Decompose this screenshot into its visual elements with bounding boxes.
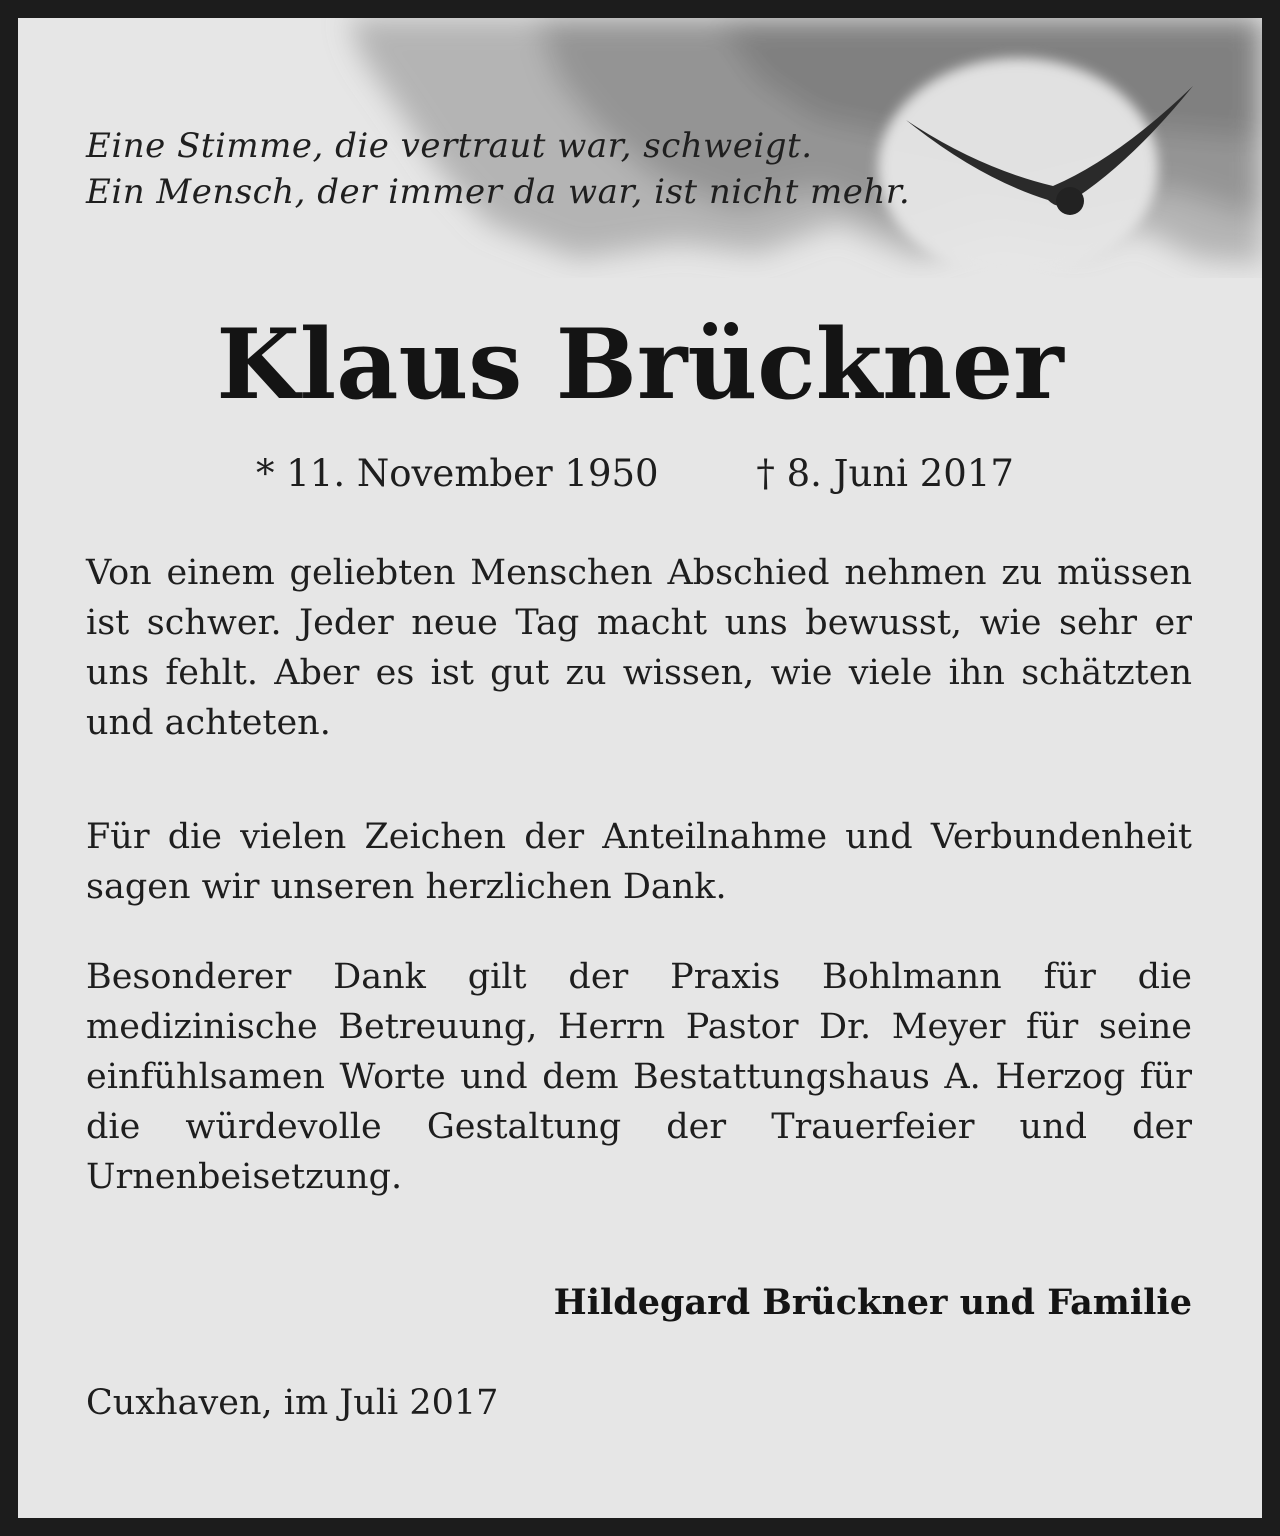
life-dates (256, 450, 1014, 498)
paragraph-thanks: Für die vielen Zeichen der Anteilnahme und Verbundenheit sagen wir unseren herzlichen Dank. (86, 817, 1192, 907)
paragraph-special-thanks: Besonderer Dank gilt der Praxis Bohlmann für die medizinische Betreuung, Herrn Pastor Dr. Meyer für seine einfühlsamen Worte und dem Bestattungshaus A. Herzog für die würdevolle Gestaltung der Trauerfeier und der Urnenbeisetzung. (86, 957, 1192, 1197)
deceased-name: Klaus Brückner (216, 308, 1064, 421)
motto-quote (86, 123, 910, 215)
motto-line-2: Ein Mensch, der immer da war, ist nicht mehr. (86, 172, 911, 212)
death-date: † 8. Juni 2017 (756, 452, 1014, 495)
family-signature: Hildegard Brückner und Familie (553, 1282, 1192, 1323)
birth-date: * 11. November 1950 (256, 452, 659, 495)
place-and-date: Cuxhaven, im Juli 2017 (86, 1383, 499, 1423)
moon-shape (878, 58, 1158, 278)
paragraph-farewell: Von einem geliebten Menschen Abschied nehmen zu müssen ist schwer. Jeder neue Tag macht uns bewusst, wie sehr er uns fehlt. Aber es ist gut zu wissen, wie viele ihn schätzten und achteten. (86, 553, 1192, 743)
motto-line-1: Eine Stimme, die vertraut war, schweigt. (86, 126, 813, 166)
